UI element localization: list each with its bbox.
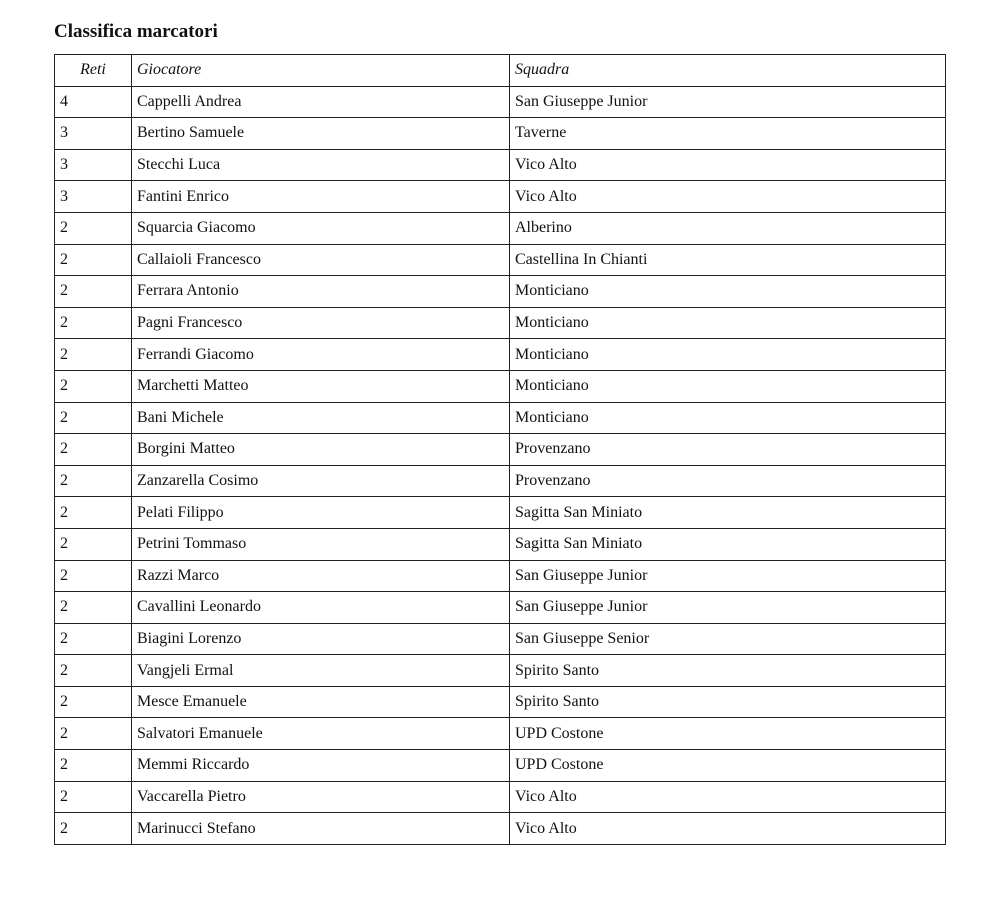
table-header-row xyxy=(55,55,946,87)
cell-goals: 2 xyxy=(55,307,132,339)
cell-team: Castellina In Chianti xyxy=(510,244,946,276)
table-row xyxy=(55,623,946,655)
cell-goals: 2 xyxy=(55,750,132,782)
cell-goals: 4 xyxy=(55,86,132,118)
header-team: Squadra xyxy=(510,55,946,87)
cell-team: Vico Alto xyxy=(510,149,946,181)
cell-goals: 2 xyxy=(55,528,132,560)
cell-player: Vaccarella Pietro xyxy=(132,781,510,813)
cell-player: Bertino Samuele xyxy=(132,118,510,150)
table-row xyxy=(55,434,946,466)
table-row xyxy=(55,244,946,276)
cell-goals: 2 xyxy=(55,339,132,371)
cell-player: Ferrara Antonio xyxy=(132,276,510,308)
cell-team: Provenzano xyxy=(510,434,946,466)
cell-player: Marchetti Matteo xyxy=(132,370,510,402)
table-row xyxy=(55,750,946,782)
cell-team: Monticiano xyxy=(510,339,946,371)
cell-team: Monticiano xyxy=(510,276,946,308)
page-title: Classifica marcatori xyxy=(54,21,218,42)
cell-player: Fantini Enrico xyxy=(132,181,510,213)
cell-goals: 3 xyxy=(55,118,132,150)
table-row xyxy=(55,86,946,118)
cell-player: Pelati Filippo xyxy=(132,497,510,529)
table-row xyxy=(55,118,946,150)
cell-player: Cappelli Andrea xyxy=(132,86,510,118)
cell-player: Callaioli Francesco xyxy=(132,244,510,276)
table-row xyxy=(55,149,946,181)
table-row xyxy=(55,339,946,371)
cell-goals: 2 xyxy=(55,497,132,529)
cell-goals: 2 xyxy=(55,465,132,497)
cell-player: Bani Michele xyxy=(132,402,510,434)
cell-team: San Giuseppe Junior xyxy=(510,86,946,118)
table-row xyxy=(55,276,946,308)
cell-team: UPD Costone xyxy=(510,718,946,750)
scorers-table xyxy=(54,54,946,845)
cell-player: Razzi Marco xyxy=(132,560,510,592)
table-row xyxy=(55,307,946,339)
cell-player: Borgini Matteo xyxy=(132,434,510,466)
table-row xyxy=(55,813,946,845)
cell-team: Monticiano xyxy=(510,370,946,402)
cell-player: Mesce Emanuele xyxy=(132,686,510,718)
cell-goals: 2 xyxy=(55,813,132,845)
cell-goals: 2 xyxy=(55,655,132,687)
cell-goals: 2 xyxy=(55,781,132,813)
cell-player: Stecchi Luca xyxy=(132,149,510,181)
table-row xyxy=(55,718,946,750)
cell-team: San Giuseppe Senior xyxy=(510,623,946,655)
cell-team: Vico Alto xyxy=(510,181,946,213)
table-body xyxy=(55,86,946,844)
cell-goals: 2 xyxy=(55,276,132,308)
header-goals: Reti xyxy=(55,55,132,87)
table-row xyxy=(55,465,946,497)
cell-team: Vico Alto xyxy=(510,813,946,845)
cell-goals: 2 xyxy=(55,592,132,624)
table-row xyxy=(55,181,946,213)
table-row xyxy=(55,592,946,624)
cell-goals: 2 xyxy=(55,718,132,750)
table-row xyxy=(55,370,946,402)
cell-goals: 2 xyxy=(55,402,132,434)
table-row xyxy=(55,686,946,718)
cell-team: Spirito Santo xyxy=(510,686,946,718)
table-row xyxy=(55,402,946,434)
cell-goals: 2 xyxy=(55,370,132,402)
cell-goals: 2 xyxy=(55,686,132,718)
cell-player: Zanzarella Cosimo xyxy=(132,465,510,497)
cell-team: San Giuseppe Junior xyxy=(510,560,946,592)
cell-team: Sagitta San Miniato xyxy=(510,497,946,529)
cell-goals: 2 xyxy=(55,623,132,655)
cell-player: Marinucci Stefano xyxy=(132,813,510,845)
cell-team: Taverne xyxy=(510,118,946,150)
cell-goals: 2 xyxy=(55,212,132,244)
cell-goals: 2 xyxy=(55,434,132,466)
table-row xyxy=(55,655,946,687)
cell-goals: 3 xyxy=(55,181,132,213)
table-row xyxy=(55,781,946,813)
cell-goals: 2 xyxy=(55,244,132,276)
cell-team: Sagitta San Miniato xyxy=(510,528,946,560)
cell-player: Pagni Francesco xyxy=(132,307,510,339)
cell-goals: 2 xyxy=(55,560,132,592)
cell-player: Salvatori Emanuele xyxy=(132,718,510,750)
cell-player: Vangjeli Ermal xyxy=(132,655,510,687)
cell-team: Vico Alto xyxy=(510,781,946,813)
cell-player: Squarcia Giacomo xyxy=(132,212,510,244)
cell-player: Cavallini Leonardo xyxy=(132,592,510,624)
table-row xyxy=(55,560,946,592)
table-row xyxy=(55,212,946,244)
table-row xyxy=(55,497,946,529)
table-row xyxy=(55,528,946,560)
cell-player: Ferrandi Giacomo xyxy=(132,339,510,371)
cell-team: Monticiano xyxy=(510,402,946,434)
cell-team: Monticiano xyxy=(510,307,946,339)
cell-player: Biagini Lorenzo xyxy=(132,623,510,655)
cell-player: Memmi Riccardo xyxy=(132,750,510,782)
cell-team: Provenzano xyxy=(510,465,946,497)
cell-goals: 3 xyxy=(55,149,132,181)
cell-team: San Giuseppe Junior xyxy=(510,592,946,624)
cell-team: UPD Costone xyxy=(510,750,946,782)
cell-player: Petrini Tommaso xyxy=(132,528,510,560)
cell-team: Spirito Santo xyxy=(510,655,946,687)
cell-team: Alberino xyxy=(510,212,946,244)
header-player: Giocatore xyxy=(132,55,510,87)
